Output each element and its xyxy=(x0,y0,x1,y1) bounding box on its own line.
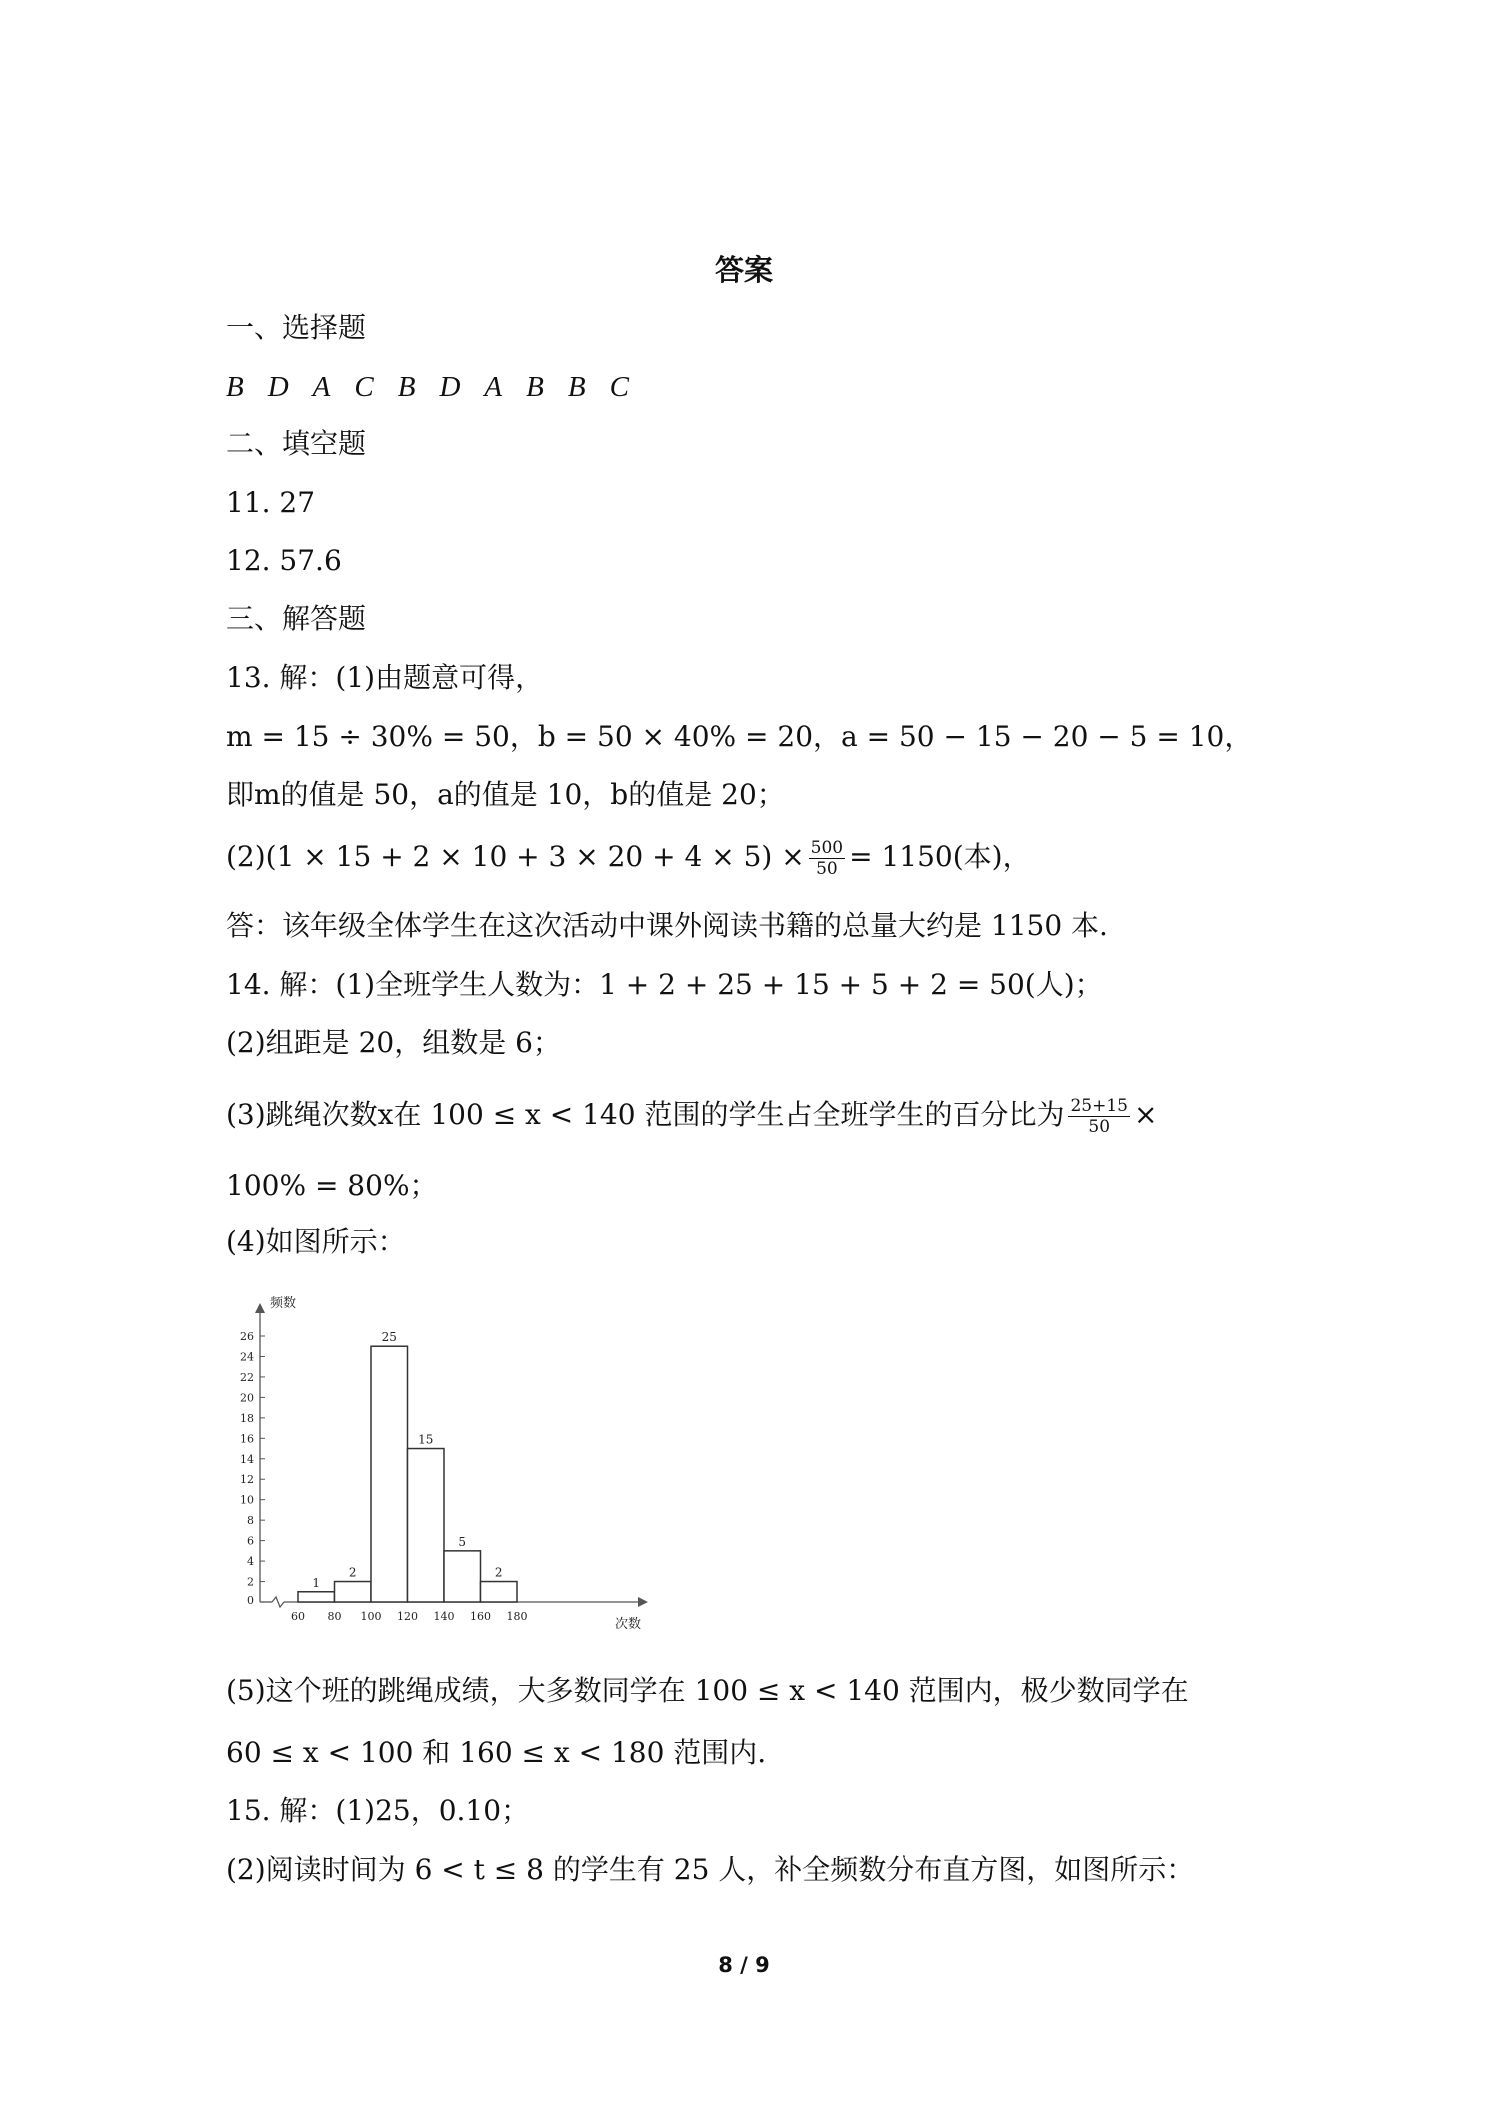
x-tick-label: 80 xyxy=(327,1610,342,1623)
fraction xyxy=(1068,1096,1130,1137)
q13-line-1: 13. 解：(1)由题意可得， xyxy=(226,661,544,694)
frequency-histogram xyxy=(220,1285,660,1645)
fraction-numerator: 500 xyxy=(810,838,844,858)
x-tick-label: 100 xyxy=(360,1610,382,1623)
x-tick-label: 140 xyxy=(433,1610,455,1623)
y-tick-label: 2 xyxy=(247,1575,254,1589)
fill-section-header: 二、填空题 xyxy=(226,427,367,460)
q13-line-4 xyxy=(226,837,1031,879)
bar-data-label: 15 xyxy=(418,1432,434,1447)
y-axis-arrow xyxy=(255,1303,265,1313)
y-tick-label: 10 xyxy=(240,1493,254,1507)
choice-answer: A xyxy=(484,371,503,403)
bar-data-label: 2 xyxy=(494,1565,503,1580)
choice-answers xyxy=(226,367,653,407)
bar-data-label: 5 xyxy=(458,1534,467,1549)
choice-answer: C xyxy=(609,371,629,403)
y-tick-label: 12 xyxy=(240,1473,254,1487)
choice-answer: D xyxy=(439,371,461,403)
fraction-denominator: 50 xyxy=(816,859,838,879)
x-axis-arrow xyxy=(638,1597,648,1607)
choice-answer: B xyxy=(226,371,244,403)
choice-answer: B xyxy=(397,371,416,403)
times-sign: × xyxy=(1133,1098,1158,1131)
fraction-numerator: 25+15 xyxy=(1070,1096,1128,1116)
q15-line-1: 15. 解：(1)25，0.10； xyxy=(226,1794,530,1827)
y-tick-label: 4 xyxy=(247,1555,254,1569)
y-tick-label: 24 xyxy=(240,1350,254,1364)
y-tick-label: 22 xyxy=(240,1370,254,1384)
page-number: 8 / 9 xyxy=(718,1953,770,1977)
y-tick-label: 8 xyxy=(247,1514,254,1528)
q14-line-2: (2)组距是 20，组数是 6； xyxy=(226,1026,561,1059)
q13-line-2: m = 15 ÷ 30% = 50，b = 50 × 40% = 20，a = 50 − 15 − 20 − 5 = 10， xyxy=(226,720,1253,753)
bar-data-label: 2 xyxy=(348,1565,357,1580)
q14-line-6: (5)这个班的跳绳成绩，大多数同学在 100 ≤ x < 140 范围内，极少数同学在 xyxy=(226,1674,1189,1707)
y-tick-label: 20 xyxy=(240,1391,254,1405)
y-tick-label: 6 xyxy=(247,1534,254,1548)
x-tick-label: 160 xyxy=(470,1610,491,1623)
fill-answer-12: 12. 57.6 xyxy=(226,544,342,577)
fraction-denominator: 50 xyxy=(1088,1117,1111,1137)
q14-line-1: 14. 解：(1)全班学生人数为：1 + 2 + 25 + 15 + 5 + 2 = 50(人)； xyxy=(226,968,1103,1001)
histogram-bar xyxy=(335,1582,372,1602)
q15-line-2: (2)阅读时间为 6 < t ≤ 8 的学生有 25 人，补全频数分布直方图，如图所示： xyxy=(226,1853,1195,1886)
choice-answer: B xyxy=(526,371,544,403)
q13-line-3: 即m的值是 50，a的值是 10，b的值是 20； xyxy=(226,778,785,811)
bar-data-label: 1 xyxy=(312,1575,321,1590)
q14-line-5: (4)如图所示： xyxy=(226,1225,406,1258)
q13-line-5: 答：该年级全体学生在这次活动中课外阅读书籍的总量大约是 1150 本. xyxy=(226,909,1108,942)
x-tick-label: 180 xyxy=(506,1610,528,1623)
q13-expr: (2)(1 × 15 + 2 × 10 + 3 × 20 + 4 × 5) × xyxy=(226,840,805,873)
x-tick-label: 60 xyxy=(291,1610,305,1623)
histogram-bar xyxy=(298,1592,335,1602)
q14-line-4: 100% = 80%； xyxy=(226,1169,438,1202)
fraction xyxy=(809,838,845,879)
y-tick-label: 16 xyxy=(240,1432,254,1446)
histogram-bar xyxy=(444,1551,481,1602)
y-tick-label: 14 xyxy=(240,1452,254,1466)
y-tick-label: 26 xyxy=(240,1330,254,1343)
axis-break-mark xyxy=(272,1597,284,1607)
histogram-bar xyxy=(481,1582,518,1602)
choice-answer: A xyxy=(312,371,331,403)
q14-percent-text: (3)跳绳次数x在 100 ≤ x < 140 范围的学生占全班学生的百分比为 xyxy=(226,1098,1065,1131)
q14-line-7: 60 ≤ x < 100 和 160 ≤ x < 180 范围内. xyxy=(226,1736,767,1769)
solve-section-header: 三、解答题 xyxy=(226,602,367,635)
x-tick-label: 120 xyxy=(397,1610,418,1623)
q13-result: = 1150(本)， xyxy=(849,840,1031,873)
choice-answer: C xyxy=(354,371,374,403)
choice-answer: D xyxy=(267,371,289,403)
choice-answer: B xyxy=(567,371,586,403)
histogram-bar xyxy=(371,1346,408,1602)
q14-line-3 xyxy=(226,1095,1157,1137)
y-axis-title: 频数 xyxy=(270,1296,297,1311)
bar-data-label: 25 xyxy=(381,1330,397,1345)
y-tick-label: 0 xyxy=(247,1594,254,1607)
x-axis-title: 次数 xyxy=(615,1617,642,1632)
choice-section-header: 一、选择题 xyxy=(226,311,367,344)
y-tick-label: 18 xyxy=(240,1411,254,1425)
histogram-bar xyxy=(408,1449,445,1602)
fill-answer-11: 11. 27 xyxy=(226,486,316,519)
page-title: 答案 xyxy=(714,253,773,287)
